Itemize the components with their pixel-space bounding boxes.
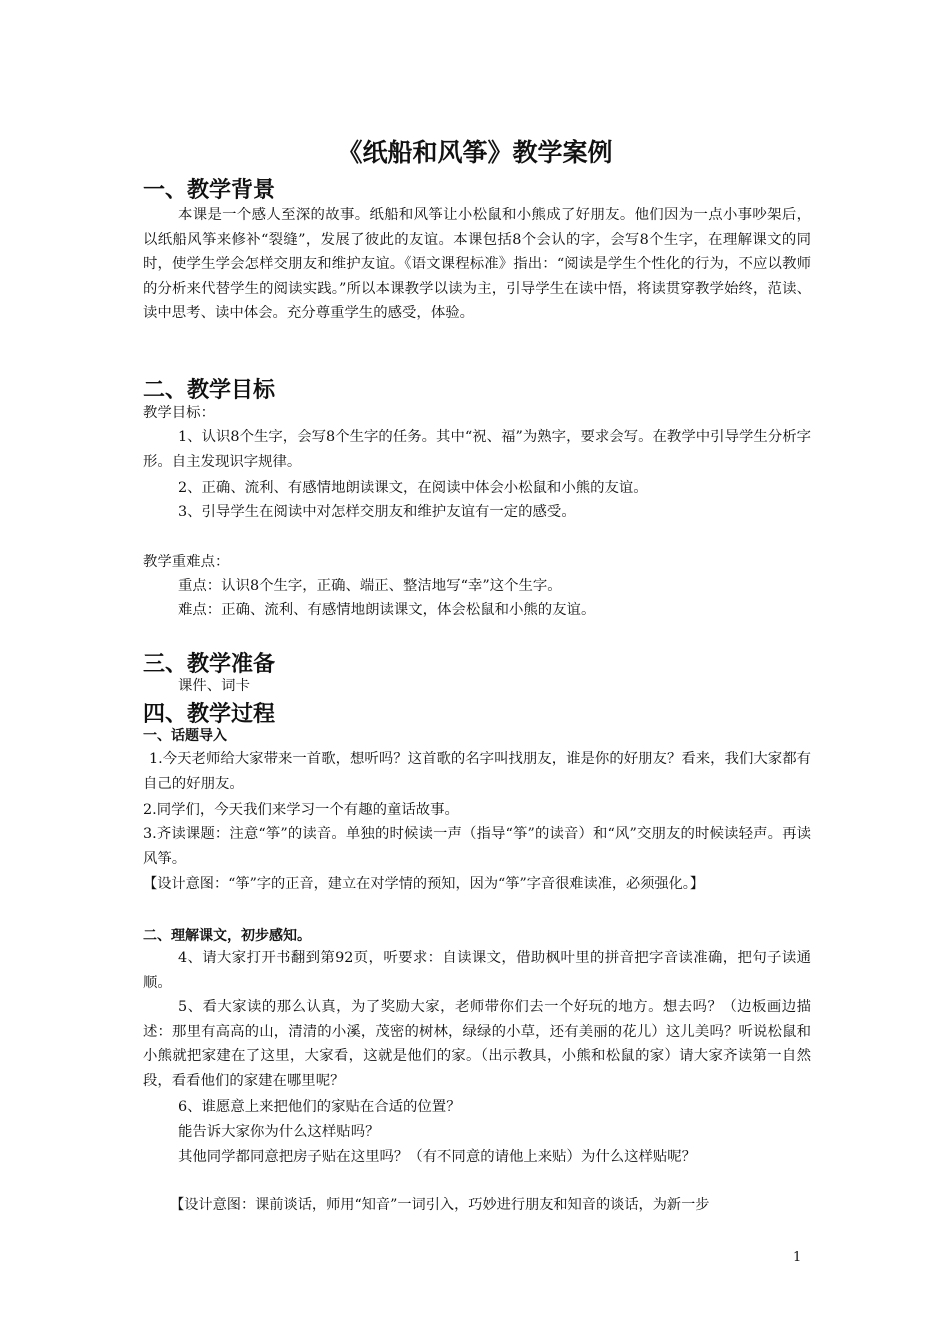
section-heading-process: 四、教学过程 xyxy=(143,702,276,727)
step-2: 2.同学们，今天我们来学习一个有趣的童话故事。 xyxy=(143,802,459,818)
key-point: 重点：认识8个生字，正确、端正、整洁地写“幸”这个生字。 xyxy=(178,578,562,594)
design-intent-1: 【设计意图：“筝”字的正音，建立在对学情的预知，因为“筝”字音很难读准，必须强化。】 xyxy=(143,876,705,892)
section-heading-preparation: 三、教学准备 xyxy=(143,652,276,677)
key-difficulty-label: 教学重难点： xyxy=(143,554,230,570)
step-1: 1.今天老师给大家带来一首歌，想听吗？这首歌的名字叫找朋友，谁是你的好朋友？看来，我们大家都有自己的好朋友。 xyxy=(143,751,811,792)
step-5: 5、看大家读的那么认真，为了奖励大家，老师带你们去一个好玩的地方。想去吗？（边板画边描述：那里有高高的山，清清的小溪，茂密的树林，绿绿的小草，还有美丽的花儿）这儿美吗？听说松鼠和小熊就把家建在了这里，大家看，这就是他们的家。（出示教具，小熊和松鼠的家）请大家齐读第一自然段，看看他们的家建在哪里呢？ xyxy=(143,999,811,1089)
subheading-understanding: 二、理解课文，初步感知。 xyxy=(143,928,311,944)
subheading-intro: 一、话题导入 xyxy=(143,728,227,744)
difficult-point: 难点：正确、流利、有感情地朗读课文，体会松鼠和小熊的友谊。 xyxy=(178,602,596,618)
step-6-followup: 其他同学都同意把房子贴在这里吗？（有不同意的请他上来贴）为什么这样贴呢？ xyxy=(178,1149,697,1165)
objectives-label: 教学目标： xyxy=(143,405,215,421)
document-title: 《纸船和风筝》教学案例 xyxy=(337,138,613,167)
preparation-items: 课件、词卡 xyxy=(178,678,250,694)
section-heading-objectives: 二、教学目标 xyxy=(143,378,276,403)
step-6: 6、谁愿意上来把他们的家贴在合适的位置？ xyxy=(178,1099,461,1115)
page-number: 1 xyxy=(793,1250,802,1265)
step-6-question: 能告诉大家你为什么这样贴吗？ xyxy=(178,1124,380,1140)
objective-1: 1、认识8个生字，会写8个生字的任务。其中“祝、福”为熟字，要求会写。在教学中引导学生分析字形。自主发现识字规律。 xyxy=(143,429,811,470)
background-paragraph: 本课是一个感人至深的故事。纸船和风筝让小松鼠和小熊成了好朋友。他们因为一点小事吵架后，以纸船风筝来修补“裂缝”，发展了彼此的友谊。本课包括8个会认的字，会写8个生字，在理解课文的同时，使学生学会怎样交朋友和维护友谊。《语文课程标准》指出：“阅读是学生个性化的行为，不应以教师的分析来代替学生的阅读实践。”所以本课教学以读为主，引导学生在读中悟，将读贯穿教学始终，范读、读中思考、读中体会。充分尊重学生的感受，体验。 xyxy=(143,207,811,321)
section-heading-background: 一、教学背景 xyxy=(143,178,276,203)
step-3: 3.齐读课题：注意“筝”的读音。单独的时候读一声（指导“筝”的读音）和“风”交朋友的时候读轻声。再读风筝。 xyxy=(143,826,811,867)
step-4: 4、请大家打开书翻到第92页，听要求：自读课文，借助枫叶里的拼音把字音读准确，把句子读通顺。 xyxy=(143,950,811,991)
objective-2: 2、正确、流利、有感情地朗读课文，在阅读中体会小松鼠和小熊的友谊。 xyxy=(178,480,648,496)
objective-3: 3、引导学生在阅读中对怎样交朋友和维护友谊有一定的感受。 xyxy=(178,504,576,520)
design-intent-2: 【设计意图：课前谈话，师用“知音”一词引入，巧妙进行朋友和知音的谈话，为新一步 xyxy=(170,1197,710,1213)
